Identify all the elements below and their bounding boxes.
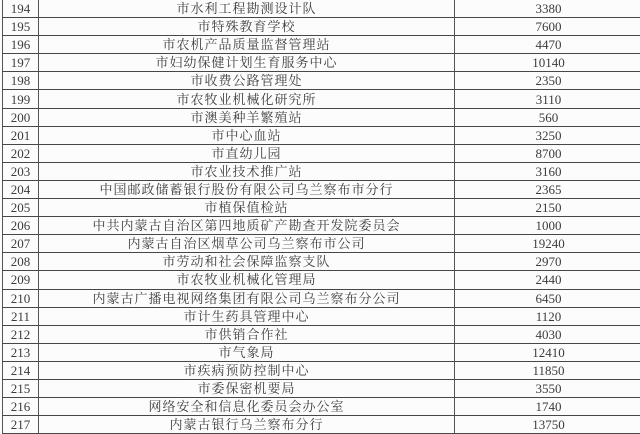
- unit-name-cell: 市植保值检站: [39, 199, 455, 217]
- row-number-cell: 208: [3, 253, 39, 271]
- row-number-cell: 206: [3, 217, 39, 235]
- row-number-cell: 202: [3, 144, 39, 162]
- value-cell: 1000: [455, 217, 640, 235]
- value-cell: 3160: [455, 162, 640, 180]
- value-cell: 3550: [455, 379, 640, 397]
- table-row: [3, 90, 640, 108]
- table-row: [3, 180, 640, 198]
- units-table: [2, 0, 640, 434]
- value-cell: 7600: [455, 18, 640, 36]
- value-cell: 3110: [455, 90, 640, 108]
- table-row: [3, 271, 640, 289]
- row-number-cell: 217: [3, 416, 39, 434]
- unit-name-cell: 市农牧业机械化研究所: [39, 90, 455, 108]
- table-row: [3, 126, 640, 144]
- row-number-cell: 210: [3, 289, 39, 307]
- value-cell: 12410: [455, 343, 640, 361]
- table-row: [3, 108, 640, 126]
- unit-name-cell: 市农牧业机械化管理局: [39, 271, 455, 289]
- table-row: [3, 144, 640, 162]
- unit-name-cell: 市收费公路管理处: [39, 72, 455, 90]
- value-cell: 8700: [455, 144, 640, 162]
- table-row: [3, 325, 640, 343]
- row-number-cell: 204: [3, 180, 39, 198]
- table-row: [3, 18, 640, 36]
- value-cell: 11850: [455, 361, 640, 379]
- unit-name-cell: 市农业技术推广站: [39, 162, 455, 180]
- unit-name-cell: 市劳动和社会保障监察支队: [39, 253, 455, 271]
- row-number-cell: 196: [3, 36, 39, 54]
- unit-name-cell: 中共内蒙古自治区第四地质矿产勘查开发院委员会: [39, 217, 455, 235]
- table-row: [3, 0, 640, 18]
- table-row: [3, 379, 640, 397]
- value-cell: 10140: [455, 54, 640, 72]
- row-number-cell: 198: [3, 72, 39, 90]
- row-number-cell: 195: [3, 18, 39, 36]
- row-number-cell: 201: [3, 126, 39, 144]
- unit-name-cell: 市供销合作社: [39, 325, 455, 343]
- unit-name-cell: 市直幼儿园: [39, 144, 455, 162]
- row-number-cell: 209: [3, 271, 39, 289]
- row-number-cell: 200: [3, 108, 39, 126]
- table-row: [3, 253, 640, 271]
- value-cell: 13750: [455, 416, 640, 434]
- table-row: [3, 54, 640, 72]
- row-number-cell: 215: [3, 379, 39, 397]
- table-row: [3, 289, 640, 307]
- unit-name-cell: 市特殊教育学校: [39, 18, 455, 36]
- value-cell: 1120: [455, 307, 640, 325]
- row-number-cell: 207: [3, 235, 39, 253]
- unit-name-cell: 内蒙古银行乌兰察布分行: [39, 416, 455, 434]
- value-cell: 560: [455, 108, 640, 126]
- unit-name-cell: 网络安全和信息化委员会办公室: [39, 398, 455, 416]
- row-number-cell: 211: [3, 307, 39, 325]
- unit-name-cell: 内蒙古自治区烟草公司乌兰察布市公司: [39, 235, 455, 253]
- value-cell: 1740: [455, 398, 640, 416]
- unit-name-cell: 市妇幼保健计划生育服务中心: [39, 54, 455, 72]
- table-row: [3, 343, 640, 361]
- units-table-body: [3, 0, 640, 434]
- value-cell: 2970: [455, 253, 640, 271]
- unit-name-cell: 内蒙古广播电视网络集团有限公司乌兰察布分公司: [39, 289, 455, 307]
- row-number-cell: 213: [3, 343, 39, 361]
- unit-name-cell: 中国邮政储蓄银行股份有限公司乌兰察布市分行: [39, 180, 455, 198]
- row-number-cell: 203: [3, 162, 39, 180]
- table-row: [3, 36, 640, 54]
- unit-name-cell: 市委保密机要局: [39, 379, 455, 397]
- table-row: [3, 307, 640, 325]
- unit-name-cell: 市疾病预防控制中心: [39, 361, 455, 379]
- table-row: [3, 398, 640, 416]
- row-number-cell: 214: [3, 361, 39, 379]
- value-cell: 2440: [455, 271, 640, 289]
- table-row: [3, 235, 640, 253]
- value-cell: 2150: [455, 199, 640, 217]
- row-number-cell: 199: [3, 90, 39, 108]
- value-cell: 3250: [455, 126, 640, 144]
- table-row: [3, 217, 640, 235]
- row-number-cell: 212: [3, 325, 39, 343]
- unit-name-cell: 市中心血站: [39, 126, 455, 144]
- value-cell: 6450: [455, 289, 640, 307]
- table-row: [3, 162, 640, 180]
- row-number-cell: 205: [3, 199, 39, 217]
- value-cell: 4030: [455, 325, 640, 343]
- table-row: [3, 361, 640, 379]
- unit-name-cell: 市水利工程勘测设计队: [39, 0, 455, 18]
- unit-name-cell: 市澳美种羊繁殖站: [39, 108, 455, 126]
- row-number-cell: 197: [3, 54, 39, 72]
- row-number-cell: 194: [3, 0, 39, 18]
- value-cell: 4470: [455, 36, 640, 54]
- value-cell: 2350: [455, 72, 640, 90]
- value-cell: 3380: [455, 0, 640, 18]
- value-cell: 2365: [455, 180, 640, 198]
- row-number-cell: 216: [3, 398, 39, 416]
- unit-name-cell: 市气象局: [39, 343, 455, 361]
- unit-name-cell: 市计生药具管理中心: [39, 307, 455, 325]
- table-row: [3, 199, 640, 217]
- table-row: [3, 72, 640, 90]
- table-row: [3, 416, 640, 434]
- value-cell: 19240: [455, 235, 640, 253]
- unit-name-cell: 市农机产品质量监督管理站: [39, 36, 455, 54]
